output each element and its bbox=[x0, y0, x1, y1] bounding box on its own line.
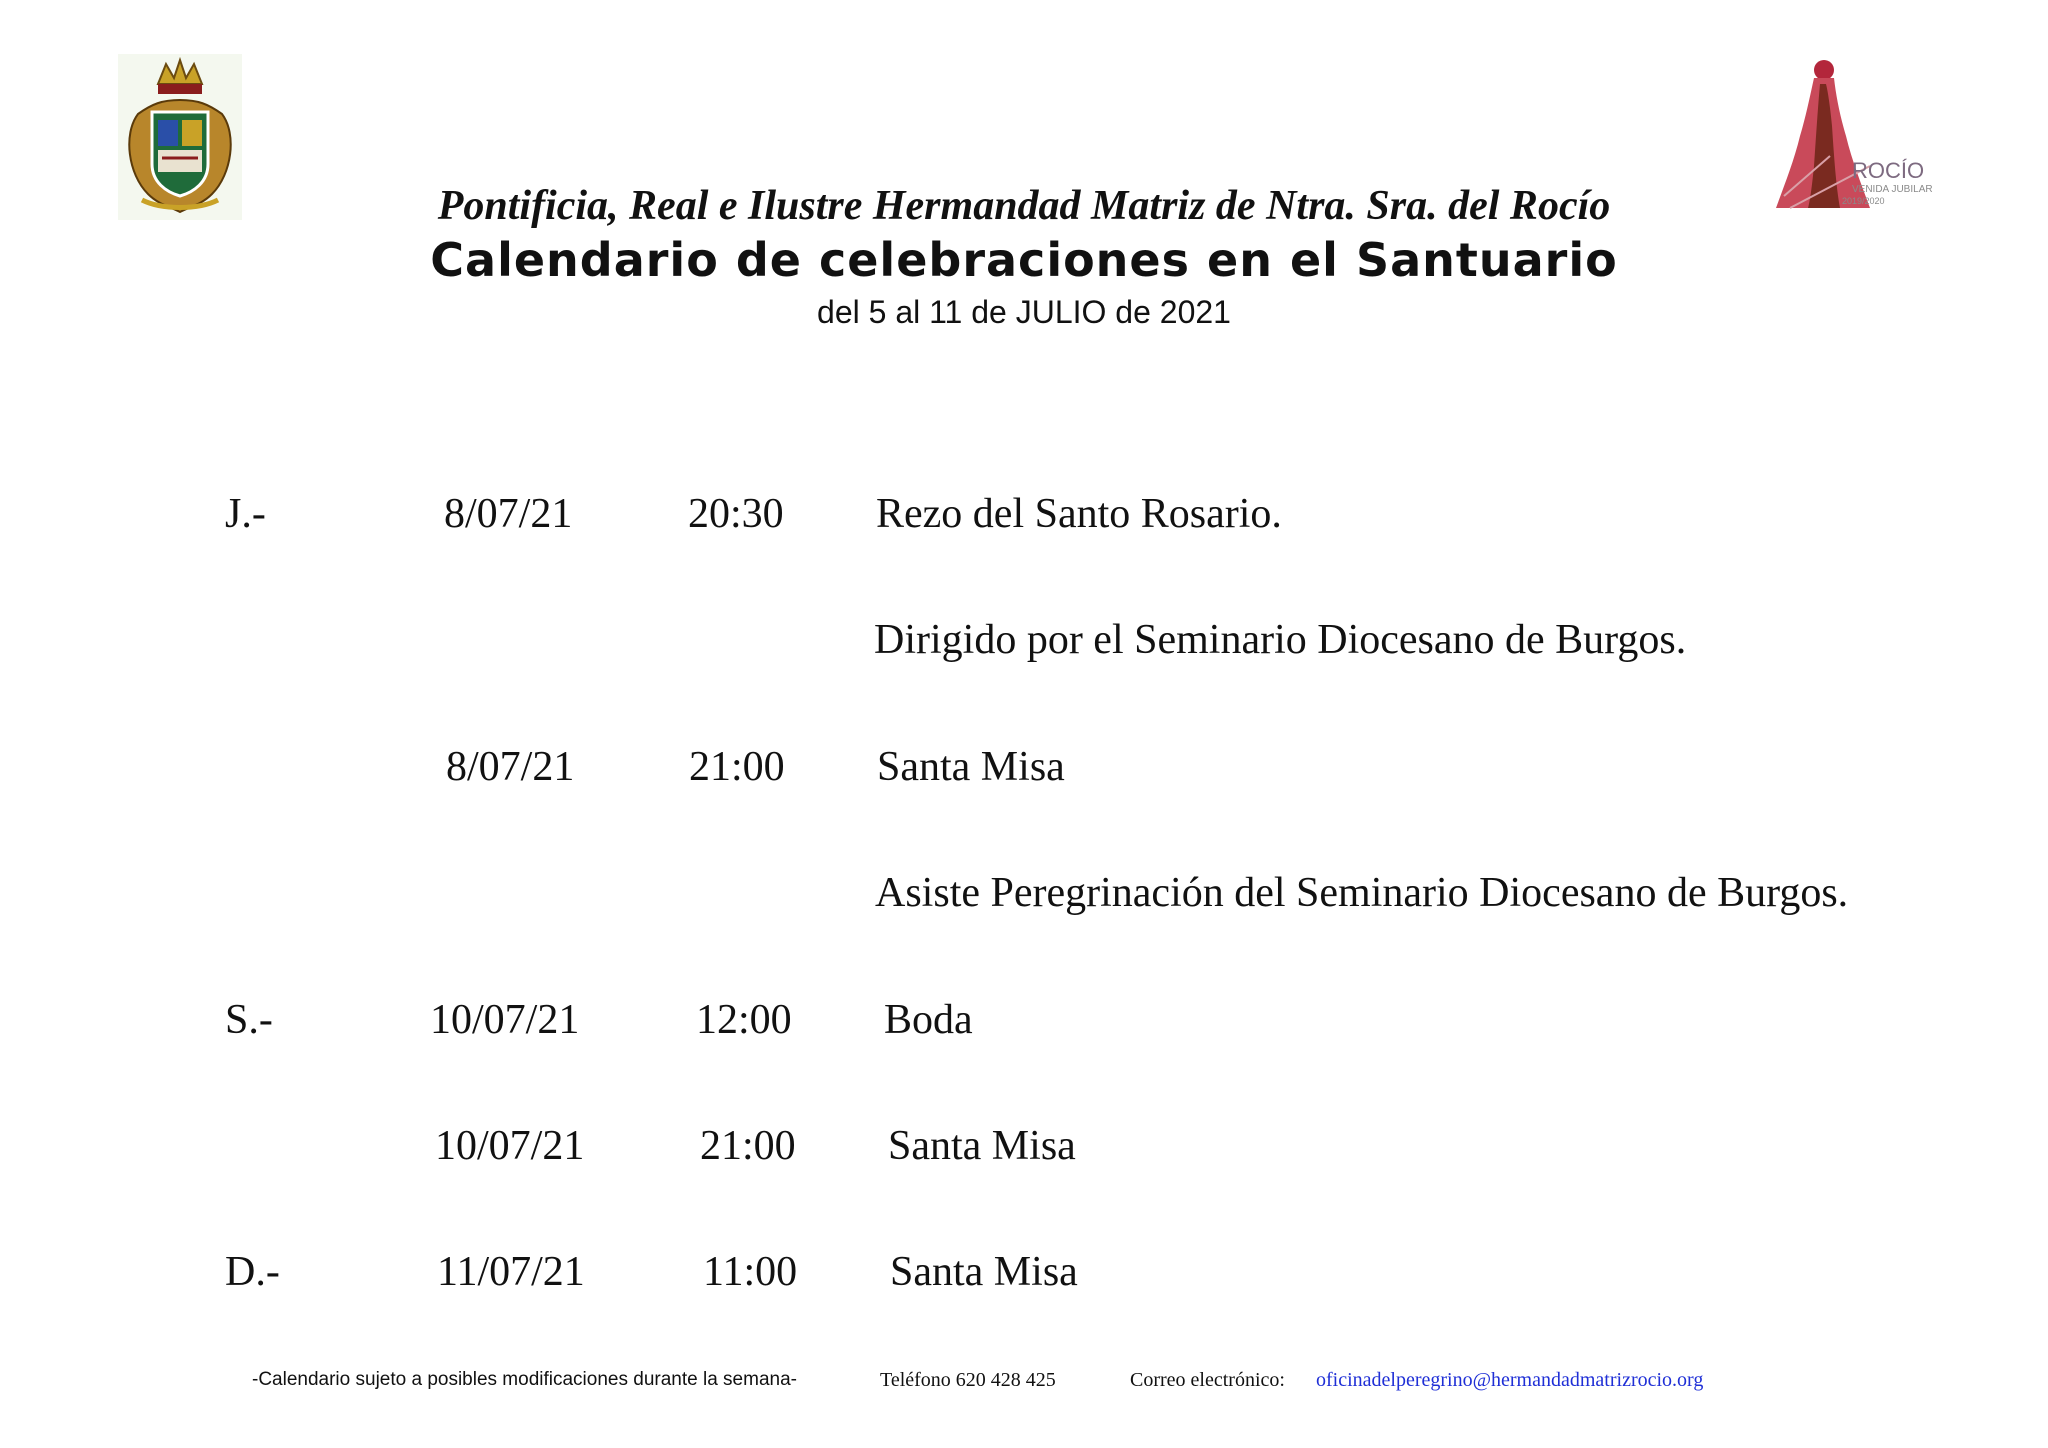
schedule-day: S.- bbox=[225, 997, 273, 1043]
footer-disclaimer: -Calendario sujeto a posibles modificaciones durante la semana- bbox=[252, 1369, 797, 1390]
logo-text-years: 2019/2020 bbox=[1842, 196, 1885, 206]
date-range: del 5 al 11 de JULIO de 2021 bbox=[817, 294, 1231, 330]
schedule-time: 11:00 bbox=[703, 1249, 798, 1295]
footer-email-link[interactable]: oficinadelperegrino@hermandadmatrizrocio.org bbox=[1316, 1369, 1704, 1391]
logo-text-sub: VENIDA JUBILAR bbox=[1852, 184, 1933, 195]
organization-name: Pontificia, Real e Ilustre Hermandad Matriz de Ntra. Sra. del Rocío bbox=[437, 183, 1611, 229]
schedule-day: J.- bbox=[225, 491, 266, 537]
schedule-time: 20:30 bbox=[688, 491, 784, 537]
schedule-day: D.- bbox=[225, 1249, 280, 1295]
schedule-event: Santa Misa bbox=[877, 744, 1065, 790]
page-title: Calendario de celebraciones en el Santuario bbox=[430, 233, 1618, 287]
footer-phone: Teléfono 620 428 425 bbox=[880, 1369, 1056, 1391]
schedule-date: 8/07/21 bbox=[446, 744, 575, 790]
schedule-date: 10/07/21 bbox=[430, 997, 580, 1043]
schedule-time: 12:00 bbox=[696, 997, 792, 1043]
footer-email-label: Correo electrónico: bbox=[1130, 1369, 1285, 1391]
schedule-date: 8/07/21 bbox=[444, 491, 573, 537]
schedule-event: Rezo del Santo Rosario. bbox=[876, 491, 1282, 537]
schedule-time: 21:00 bbox=[689, 744, 785, 790]
schedule-event: Boda bbox=[884, 997, 973, 1043]
schedule-event: Santa Misa bbox=[888, 1123, 1076, 1169]
schedule-date: 10/07/21 bbox=[435, 1123, 585, 1169]
schedule-event-detail: Dirigido por el Seminario Diocesano de Burgos. bbox=[874, 617, 1687, 663]
schedule-date: 11/07/21 bbox=[437, 1249, 585, 1295]
schedule-event: Santa Misa bbox=[890, 1249, 1078, 1295]
schedule-event-detail: Asiste Peregrinación del Seminario Diocesano de Burgos. bbox=[875, 870, 1849, 916]
logo-text-main: ROCÍO bbox=[1852, 158, 1925, 183]
schedule-time: 21:00 bbox=[700, 1123, 796, 1169]
